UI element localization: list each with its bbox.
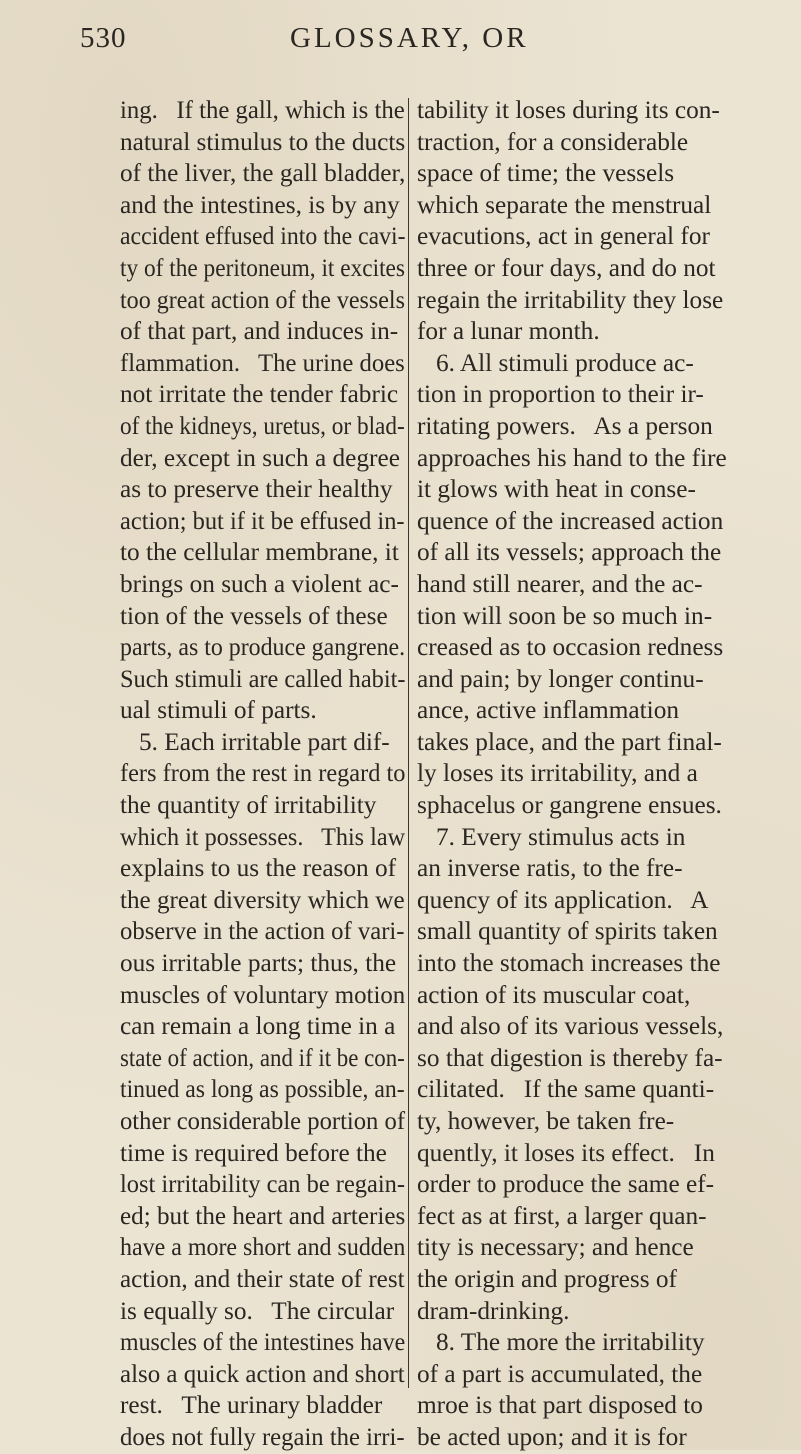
text-line: as to preserve their healthy <box>120 475 393 504</box>
text-line: cilitated. If the same quanti- <box>417 1075 715 1104</box>
page-number: 530 <box>80 22 127 54</box>
text-line: 6. All stimuli produce ac- <box>417 348 694 377</box>
left-text-column <box>120 95 405 1454</box>
text-line: ed; but the heart and arteries <box>120 1201 406 1230</box>
text-line: too great action of the vessels <box>120 285 405 314</box>
text-line: natural stimulus to the ducts <box>120 127 406 156</box>
text-line: into the stomach increases the <box>417 949 721 978</box>
text-line: ous irritable parts; thus, the <box>120 949 397 978</box>
page-header <box>80 22 780 66</box>
text-line: an inverse ratis, to the fre- <box>417 854 683 883</box>
text-line: der, except in such a degree <box>120 443 400 472</box>
text-line: order to produce the same ef- <box>417 1170 715 1199</box>
text-line: tity is necessary; and hence <box>417 1233 694 1262</box>
text-line: of the liver, the gall bladder, <box>120 159 406 188</box>
text-line: space of time; the vessels <box>417 159 675 188</box>
text-line: state of action, and if it be con- <box>120 1043 405 1072</box>
text-line: of the kidneys, uretus, or blad- <box>120 411 405 440</box>
text-line: does not fully regain the irri- <box>120 1422 405 1451</box>
text-line: takes place, and the part final- <box>417 727 722 756</box>
text-line: ual stimuli of parts. <box>120 696 317 725</box>
right-text-column <box>417 95 792 1454</box>
text-line: ing. If the gall, which is the <box>120 96 405 124</box>
text-line: the great diversity which we <box>120 885 405 914</box>
text-line: observe in the action of vari- <box>120 917 405 946</box>
text-line: explains to us the reason of <box>120 854 397 883</box>
text-line: tion will soon be so much in- <box>417 601 713 630</box>
text-line: small quantity of spirits taken <box>417 917 718 946</box>
text-line: flammation. The urine does <box>120 348 405 377</box>
text-line: quency of its application. A <box>417 885 709 914</box>
text-line: creased as to occasion redness <box>417 633 724 662</box>
text-line: also a quick action and short <box>120 1359 405 1388</box>
text-line: Such stimuli are called habit- <box>120 664 406 693</box>
text-line: fers from the rest in regard to <box>120 759 406 788</box>
text-line: time is required before the <box>120 1138 387 1167</box>
text-line: have a more short and sudden <box>120 1233 406 1262</box>
text-line: 5. Each irritable part dif- <box>120 727 390 756</box>
text-line: the quantity of irritability <box>120 791 377 820</box>
text-line: regain the irritability they lose <box>417 285 724 314</box>
text-line: mroe is that part disposed to <box>417 1391 703 1420</box>
text-line: of all its vessels; approach the <box>417 538 722 567</box>
text-line: so that digestion is thereby fa- <box>417 1043 723 1072</box>
text-line: is equally so. The circular <box>120 1296 395 1325</box>
text-line: and the intestines, is by any <box>120 190 400 219</box>
text-line: tion in proportion to their ir- <box>417 380 704 409</box>
text-line: it glows with heat in conse- <box>417 475 696 504</box>
text-line: ty of the peritoneum, it excites <box>120 253 405 282</box>
text-line: ly loses its irritability, and a <box>417 759 698 788</box>
text-line: action, and their state of rest <box>120 1264 405 1293</box>
column-divider <box>408 98 409 1388</box>
text-line: tion of the vessels of these <box>120 601 388 630</box>
text-line: ty, however, be taken fre- <box>417 1107 675 1135</box>
text-line: quently, it loses its effect. In <box>417 1138 715 1167</box>
text-line: 8. The more the irritability <box>417 1328 705 1357</box>
text-line: action; but if it be effused in- <box>120 506 405 535</box>
text-line: for a lunar month. <box>417 317 600 346</box>
text-line: tability it loses during its con- <box>417 96 720 124</box>
text-line: three or four days, and do not <box>417 253 716 282</box>
text-line: and also of its various vessels, <box>417 1012 724 1041</box>
text-line: ritating powers. As a person <box>417 411 713 440</box>
text-line: quence of the increased action <box>417 506 724 535</box>
text-line: 7. Every stimulus acts in <box>417 822 686 851</box>
text-line: parts, as to produce gangrene. <box>120 633 406 662</box>
text-line: lost irritability can be regain- <box>120 1170 406 1199</box>
text-line: approaches his hand to the fire <box>417 443 727 472</box>
text-line: the origin and progress of <box>417 1264 677 1293</box>
text-line: traction, for a considerable <box>417 127 689 156</box>
text-line: of that part, and induces in- <box>120 317 399 346</box>
text-line: dram-drinking. <box>417 1296 570 1325</box>
text-line: can remain a long time in a <box>120 1012 396 1041</box>
text-line: accident effused into the cavi- <box>120 222 406 251</box>
text-line: tinued as long as possible, an- <box>120 1075 405 1104</box>
text-line: muscles of the intestines have <box>120 1328 406 1357</box>
text-line: sphacelus or gangrene ensues. <box>417 791 722 820</box>
text-line: be acted upon; and it is for <box>417 1422 687 1451</box>
text-line: which it possesses. This law <box>120 822 406 851</box>
text-line: brings on such a violent ac- <box>120 569 399 598</box>
text-line: evacutions, act in general for <box>417 222 710 251</box>
text-line: hand still nearer, and the ac- <box>417 569 703 598</box>
text-line: ance, active inflammation <box>417 696 679 725</box>
text-line: of a part is accumulated, the <box>417 1359 703 1388</box>
text-line: other considerable portion of <box>120 1107 406 1135</box>
text-line: fect as at first, a larger quan- <box>417 1201 707 1230</box>
text-line: muscles of voluntary motion <box>120 980 406 1009</box>
text-line: and pain; by longer continu- <box>417 664 704 693</box>
text-line: action of its muscular coat, <box>417 980 691 1009</box>
text-line: which separate the menstrual <box>417 190 712 219</box>
text-line: not irritate the tender fabric <box>120 380 399 409</box>
text-line: rest. The urinary bladder <box>120 1391 383 1420</box>
running-title: GLOSSARY, OR <box>290 22 529 54</box>
text-line: to the cellular membrane, it <box>120 538 399 567</box>
